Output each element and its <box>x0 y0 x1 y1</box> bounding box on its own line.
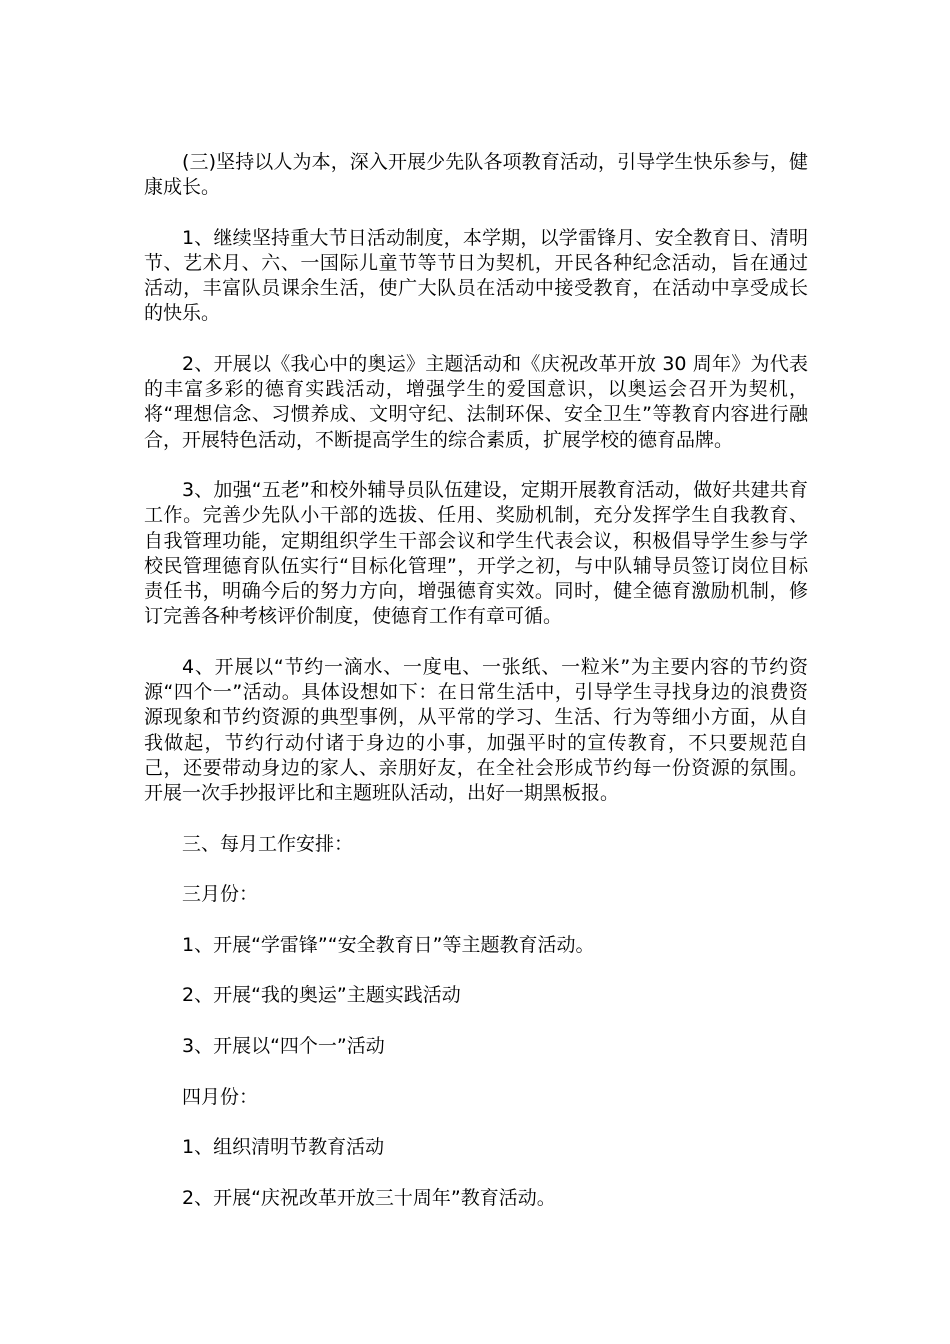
paragraph-item-2: 2、开展以《我心中的奥运》主题活动和《庆祝改革开放 30 周年》为代表的丰富多彩的德育实践活动，增强学生的爱国意识，以奥运会召开为契机，将“理想信念、习惯养成、文明守纪、法制环保、安全卫生”等教育内容进行融合，开展特色活动，不断提高学生的综合素质，扩展学校的德育品牌。 <box>144 352 808 451</box>
april-item-1: 1、组织清明节教育活动 <box>182 1136 385 1159</box>
document-page <box>144 150 808 1236</box>
march-item-3: 3、开展以“四个一”活动 <box>182 1034 385 1057</box>
paragraph-item-1: 1、继续坚持重大节日活动制度，本学期，以学雷锋月、安全教育日、清明节、艺术月、六、一国际儿童节等节日为契机，开民各种纪念活动，旨在通过活动，丰富队员课余生活，使广大队员在活动中接受教育，在活动中享受成长的快乐。 <box>144 226 808 325</box>
march-item-2: 2、开展“我的奥运”主题实践活动 <box>182 984 461 1007</box>
paragraph-intro: (三)坚持以人为本，深入开展少先队各项教育活动，引导学生快乐参与，健康成长。 <box>144 151 808 199</box>
march-item-1: 1、开展“学雷锋”“安全教育日”等主题教育活动。 <box>182 933 595 956</box>
month-heading-april: 四月份： <box>182 1085 259 1108</box>
paragraph-item-3: 3、加强“五老”和校外辅导员队伍建设，定期开展教育活动，做好共建共育工作。完善少先队小干部的选拔、任用、奖励机制，充分发挥学生自我教育、自我管理功能，定期组织学生干部会议和学生代表会议，积极倡导学生参与学校民管理德育队伍实行“目标化管理”，开学之初，与中队辅导员签订岗位目标责任书，明确今后的努力方向，增强德育实效。同时，健全德育激励机制，修订完善各种考核评价制度，使德育工作有章可循。 <box>144 478 808 628</box>
month-heading-march: 三月份： <box>182 883 259 906</box>
paragraph-item-4: 4、开展以“节约一滴水、一度电、一张纸、一粒米”为主要内容的节约资源“四个一”活动。具体设想如下：在日常生活中，引导学生寻找身边的浪费资源现象和节约资源的典型事例，从平常的学习、生活、行为等细小方面，从自我做起，节约行动付诸于身边的小事，加强平时的宣传教育，不只要规范自己，还要带动身边的家人、亲朋好友，在全社会形成节约每一份资源的氛围。开展一次手抄报评比和主题班队活动，出好一期黑板报。 <box>144 655 808 805</box>
april-item-2: 2、开展“庆祝改革开放三十周年”教育活动。 <box>182 1186 556 1209</box>
section-heading-monthly-plan: 三、每月工作安排： <box>182 832 354 855</box>
